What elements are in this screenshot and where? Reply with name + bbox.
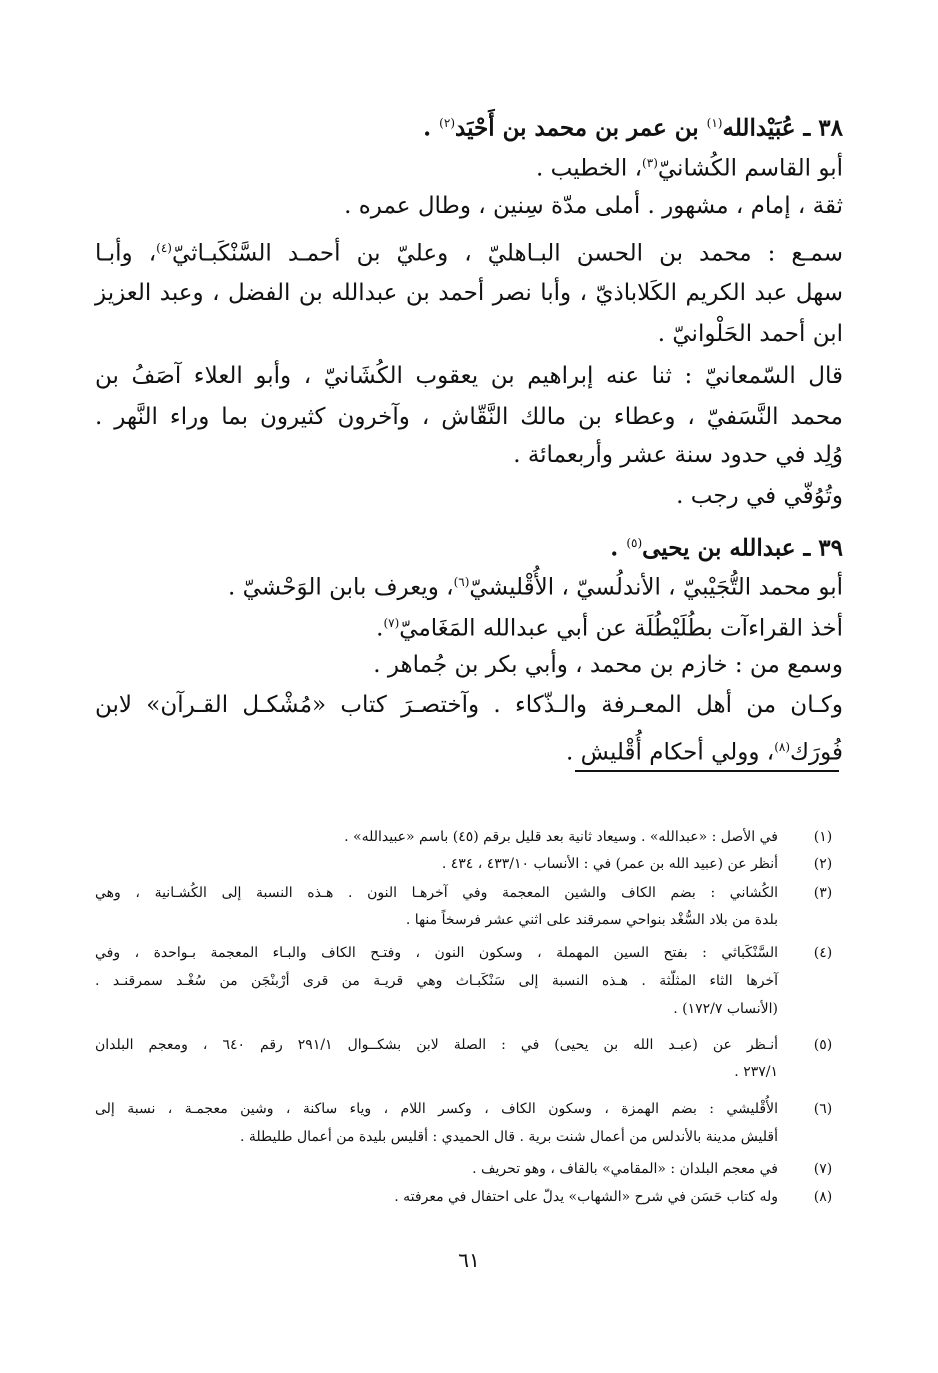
footnote-text: الأُقْليشي : بضم الهمزة ، وسكون الكاف ، وكسر اللام ، وياء ساكنة ، وشين معجمـة ، نسبة إلى — [95, 1101, 778, 1117]
footnote-ref: (٥) — [626, 536, 643, 550]
entry-number: ٣٨ ـ — [803, 114, 843, 142]
text-span: فُورَك — [790, 739, 843, 766]
footnote-text: في معجم البلدان : «المقامي» بالقاف ، وهو تحريف . — [472, 1161, 778, 1177]
text-span: ، وولي أحكام أُقْليش . — [566, 739, 775, 766]
footnote-number: (٧) — [813, 1161, 833, 1177]
text-span: أبو محمد التُّجَيْبيّ ، الأندلُسيّ ، الأُقْليشيّ — [469, 574, 843, 601]
footnote-number: (١) — [813, 829, 833, 845]
footnote-text: (الأنساب ١٧٢/٧) . — [673, 1001, 778, 1017]
footnote-separator — [575, 770, 839, 772]
entry-name: عبدالله بن يحيى — [642, 534, 796, 562]
text-span: . — [376, 615, 384, 642]
footnote-text: أنظر عن (عبيد الله بن عمر) في : الأنساب ٤٣٣/١٠ ، ٤٣٤ . — [441, 856, 778, 872]
entry-38-line — [95, 143, 843, 189]
entry-number: ٣٩ ـ — [803, 534, 843, 562]
entry-38-line: ابن أحمد الحَلْوانيّ . — [657, 321, 843, 347]
text-span: أخذ القراءآت بطُلَيْطُلَة عن أبي عبدالله المَغَاميّ — [399, 615, 843, 642]
footnote-number: (٥) — [813, 1037, 833, 1053]
footnote-text: أقليش مدينة بالأندلس من أعمال شنت برية . قال الحميدي : أقليس بليدة من أعمال طليطلة . — [240, 1129, 778, 1145]
entry-39-line — [95, 603, 843, 649]
entry-38-line: ثقة ، إمام ، مشهور . أملى مدّة سِنين ، وطال عمره . — [344, 193, 843, 219]
page-number: ٦١ — [458, 1248, 480, 1272]
text-span: سمـع : محمد بن الحسن البـاهليّ ، وعليّ بن أحمـد السَّنْكَبـاثيّ — [171, 240, 843, 267]
entry-39-line: وكـان من أهل المعـرفة والـذّكاء . وآختصـرَ كتاب «مُشْكـل القـرآن» لابن — [95, 692, 843, 718]
footnote-text: بلدة من بلاد السُّغْد بنواحي سمرقند على اثني عشر فرسخاً منها . — [405, 912, 778, 928]
text-span: ، وأبـا — [95, 240, 157, 267]
entry-38-line — [95, 228, 843, 274]
footnote-text: أنـظر عن (عبـد الله بن يحيى) في : الصلة لابن بشكــوال ٢٩١/١ رقم ٦٤٠ ، ومعجم البلدان — [95, 1037, 779, 1053]
heading-end: . — [423, 114, 432, 142]
text-span: ، الخطيب . — [536, 155, 643, 182]
entry-39-line — [95, 727, 843, 773]
footnote-ref: (٣) — [642, 156, 658, 170]
entry-38-line: وُلِد في حدود سنة عشر وأربعمائة . — [513, 442, 843, 468]
footnote-ref: (٦) — [453, 575, 470, 589]
footnote-number: (٤) — [813, 945, 833, 961]
footnote-text: آخرها الثاء المثلّثة . هـذه النسبة إلى سَنْكَبـاث وهي قريـة من قرى أرْبنْجَن من سُغْـد سمرقنـد . — [95, 973, 778, 989]
footnote-text: ٢٣٧/١ . — [734, 1064, 778, 1080]
footnote-text: وله كتاب حَسَن في شرح «الشهاب» يدلّ على احتفال في معرفته . — [394, 1189, 778, 1205]
entry-38-heading — [95, 103, 843, 149]
footnote-ref: (٤) — [156, 241, 172, 255]
footnote-text: الكُشاني : بضم الكاف والشين المعجمة وفي آخرهـا النون . هـذه النسبة إلى الكُشـانية ، وهي — [95, 885, 778, 901]
entry-38-line: وتُوُفّي في رجب . — [676, 483, 843, 509]
heading-end: . — [610, 534, 619, 562]
entry-39-line: وسمع من : خازم بن محمد ، وأبي بكر بن جُماهر . — [373, 652, 843, 678]
text-span: أبو القاسم الكُشانيّ — [657, 155, 843, 182]
footnote-ref: (٨) — [774, 740, 791, 754]
footnote-number: (٣) — [813, 885, 833, 901]
footnote-text: في الأصل : «عبدالله» . وسيعاد ثانية بعد قليل برقم (٤٥) باسم «عبيدالله» . — [344, 829, 778, 845]
footnote-ref: (١) — [706, 116, 723, 130]
footnote-number: (٢) — [813, 856, 833, 872]
entry-38-line: محمد النَّسَفيّ ، وعطاء بن مالك النَّقّاش ، وآخرون كثيرون بما وراء النَّهر . — [95, 404, 843, 430]
footnote-ref: (٧) — [383, 616, 400, 630]
footnote-text: السَّنْكَباثي : بفتح السين المهملة ، وسكون النون ، وفتـح الكاف والبـاء المعجمة بـواحدة ، وفي — [95, 945, 778, 961]
entry-name-rest: بن عمر بن محمد بن أَحْيَد — [455, 114, 699, 142]
entry-38-line: قال السّمعانيّ : ثنا عنه إبراهيم بن يعقوب الكُشَانيّ ، وأبو العلاء آصَفُ بن — [95, 363, 843, 389]
entry-38-line: سهل عبد الكريم الكَلاباذيّ ، وأبا نصر أحمد بن عبدالله بن الفضل ، وعبد العزيز — [95, 280, 843, 306]
footnote-number: (٨) — [813, 1189, 833, 1205]
footnote-number: (٦) — [813, 1101, 833, 1117]
text-span: ، ويعرف بابن الوَحْشيّ . — [227, 574, 454, 601]
entry-name: عُبَيْدالله — [722, 114, 796, 142]
footnote-ref: (٢) — [439, 116, 455, 130]
entry-39-line — [95, 562, 843, 608]
